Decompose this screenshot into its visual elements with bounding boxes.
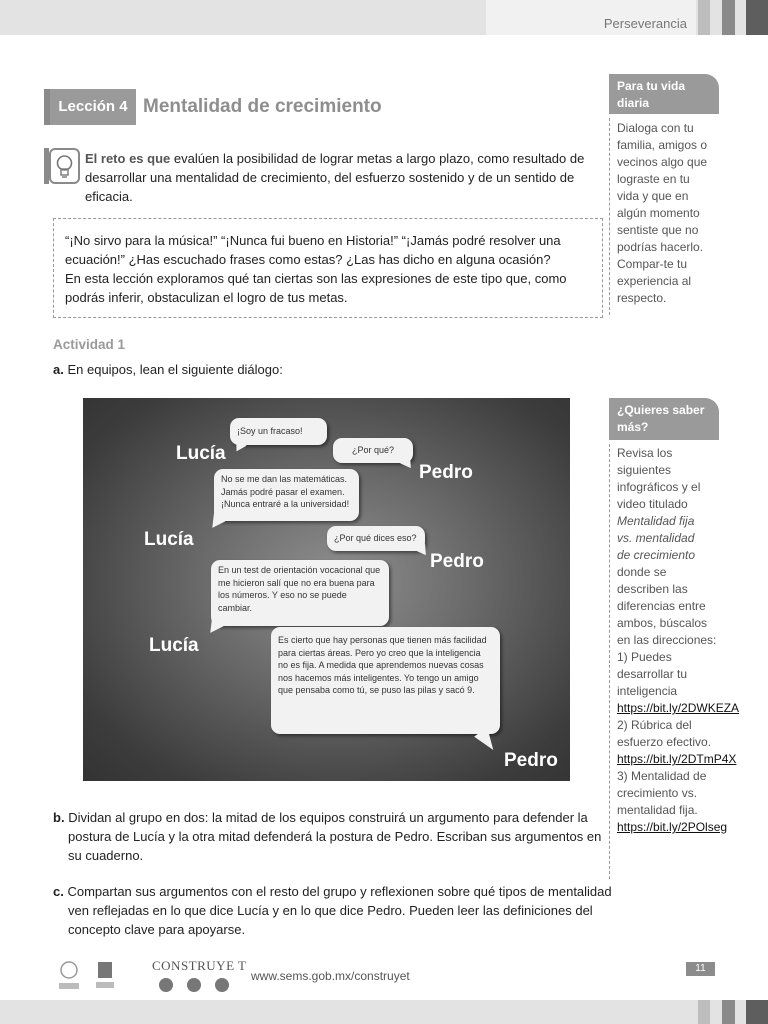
- quote-box: [53, 218, 603, 318]
- lesson-title: Mentalidad de crecimiento: [143, 96, 382, 117]
- intro-highlight: El reto es que: [85, 151, 171, 166]
- sidebar-box2-video-title: Mentalidad fija vs. mentalidad de crecimiento: [617, 514, 696, 562]
- bottom-bar: [0, 1000, 768, 1024]
- sidebar-box2-intro: Revisa los siguientes infográficos y el video titulado: [617, 446, 701, 511]
- speech-bubble-3: No se me dan las matemáticas. Jamás podré pasar el examen. ¡Nunca entraré a la universidad!: [214, 469, 359, 521]
- sidebar-box2-title: ¿Quieres saber más?: [609, 398, 719, 440]
- speech-bubble-4: ¿Por qué dices eso?: [327, 526, 425, 551]
- sidebar-link-2[interactable]: https://bit.ly/2DTmP4X: [617, 752, 737, 766]
- item-b-label: b.: [53, 810, 65, 825]
- quote-line-2: En esta lección exploramos qué tan ciertas son las expresiones de este tipo que, como podrás inferir, obstaculizan el logro de tus metas.: [65, 271, 567, 305]
- item-b-text: Dividan al grupo en dos: la mitad de los equipos construirá un argumento para defender la postura de Lucía y la otra mitad defenderá la postura de Pedro. Escriban sus argumentos en su cuaderno.: [68, 810, 602, 863]
- sidebar-link-3[interactable]: https://bit.ly/2POlseg: [617, 820, 728, 834]
- item-c-text: Compartan sus argumentos con el resto del grupo y reflexionen sobre qué tipos de mentalidad ven reflejadas en lo que dice Lucía y en lo que dice Pedro. Pueden leer las definiciones del concepto clave para apoyarse.: [67, 884, 612, 937]
- sidebar-box1-text: Dialoga con tu familia, amigos o vecinos algo que lograste en tu vida y que en algún momento sentiste que no podrías hacerlo. Compar-te tu experiencia al respecto.: [617, 121, 708, 305]
- sidebar-link-item-2-text: 2) Rúbrica del esfuerzo efectivo.: [617, 718, 712, 749]
- item-a-text: En equipos, lean el siguiente diálogo:: [67, 362, 283, 377]
- section-title: Perseverancia: [603, 16, 687, 31]
- activity-title: Actividad 1: [53, 337, 126, 352]
- sidebar-link-item-1-text: 1) Puedes desarrollar tu inteligencia: [617, 650, 688, 698]
- footer-url[interactable]: www.sems.gob.mx/construyet: [251, 969, 410, 983]
- item-c-label: c.: [53, 884, 64, 899]
- government-logos-icon: [24, 956, 154, 996]
- sidebar-link-item-3-text: 3) Mentalidad de crecimiento vs. mentalidad fija.: [617, 769, 707, 817]
- quote-line-1: “¡No sirvo para la música!” “¡Nunca fui bueno en Historia!” “¡Jamás podré resolver una ecuación!” ¿Has escuchado frases como estas? ¿Las has dicho en alguna ocasión?: [65, 233, 561, 267]
- speaker-pedro-1: Pedro: [419, 462, 473, 483]
- sidebar-link-1[interactable]: https://bit.ly/2DWKEZA: [617, 701, 740, 715]
- item-b: [53, 808, 618, 865]
- intro-paragraph: [85, 149, 603, 206]
- speech-bubble-2: ¿Por qué?: [333, 438, 413, 463]
- sidebar-box1-title: Para tu vida diaria: [609, 74, 719, 114]
- speaker-lucia-3: Lucía: [149, 635, 199, 656]
- page-number: 11: [686, 962, 715, 976]
- item-c: [53, 882, 618, 939]
- sidebar-box1-divider: [609, 118, 610, 315]
- intro-text: evalúen la posibilidad de lograr metas a largo plazo, como resultado de desarrollar una mentalidad de crecimiento, del esfuerzo sostenido y de un sentido de eficacia.: [85, 151, 585, 204]
- sidebar-box2-body: [617, 445, 743, 836]
- speech-bubble-5: En un test de orientación vocacional que me hicieron salí que no era buena para los números. Y eso no se puede cambiar.: [211, 560, 389, 626]
- speaker-pedro-3: Pedro: [504, 750, 558, 771]
- item-a-label: a.: [53, 362, 64, 377]
- item-a: [53, 362, 283, 377]
- footer-brand: CONSTRUYE T: [152, 958, 247, 973]
- lightbulb-icon: [44, 148, 80, 184]
- dialogue-illustration: [83, 398, 570, 781]
- sidebar-box2-intro2: donde se describen las diferencias entre ambos, búscalos en las direcciones:: [617, 565, 717, 647]
- speaker-lucia-1: Lucía: [176, 443, 226, 464]
- construye-t-icons: [154, 976, 254, 996]
- speech-bubble-1: ¡Soy un fracaso!: [230, 418, 327, 445]
- speaker-lucia-2: Lucía: [144, 529, 194, 550]
- sidebar-box2-divider: [609, 444, 610, 879]
- speech-bubble-6: Es cierto que hay personas que tienen más facilidad para ciertas áreas. Pero yo creo que la inteligencia no es fija. A medida que aprendemos nuevas cosas nos hacemos más inteligentes. Yo tengo un amigo que pensaba como tú, se puso las pilas y sacó 9.: [271, 627, 500, 734]
- lesson-badge: Lección 4: [50, 89, 136, 125]
- speaker-pedro-2: Pedro: [430, 551, 484, 572]
